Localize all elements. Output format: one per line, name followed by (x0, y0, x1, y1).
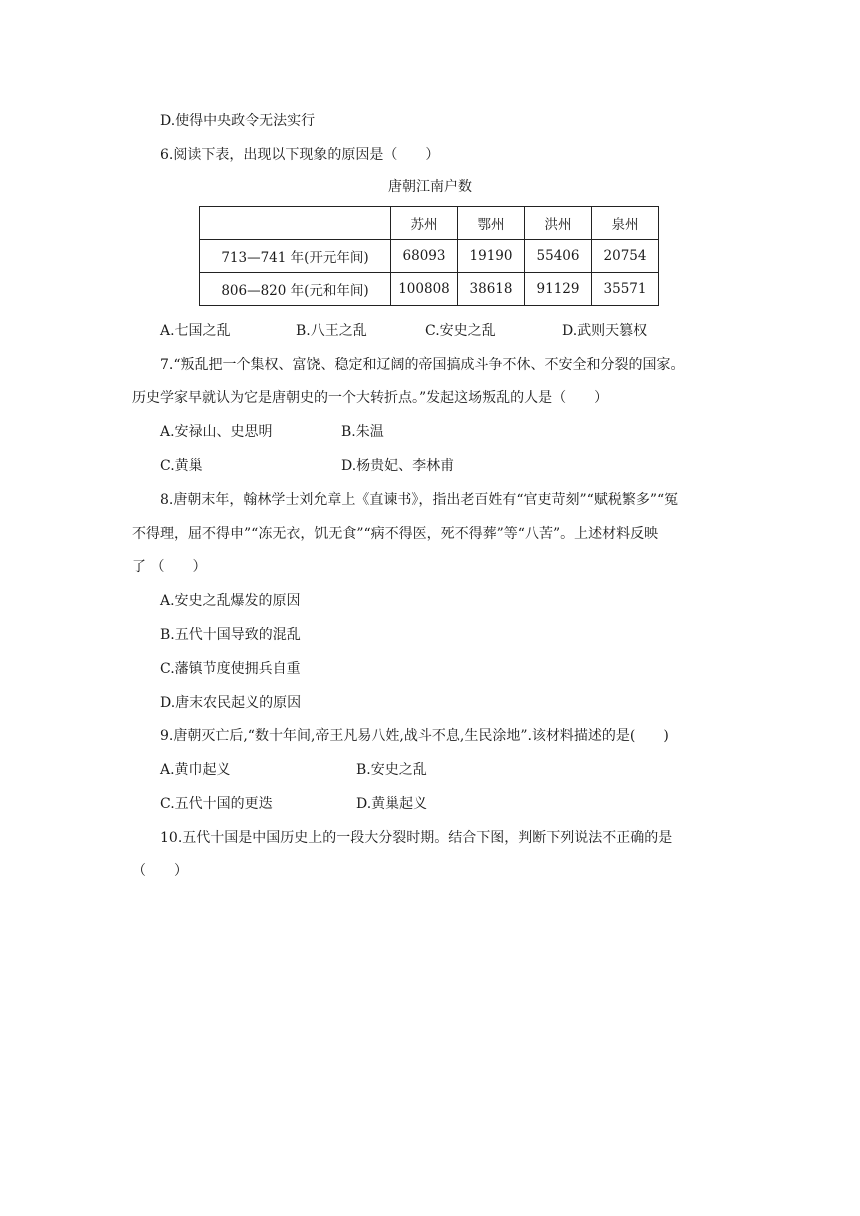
q6-option-b: B.八王之乱 (296, 323, 367, 339)
table-row (200, 273, 659, 306)
table-cell: 19190 (458, 240, 525, 273)
q9-option-a: A.黄巾起义 (160, 762, 231, 778)
q6-table-title: 唐朝江南户数 (388, 179, 472, 195)
q9-option-b: B.安史之乱 (356, 762, 427, 778)
table-row (200, 240, 659, 273)
q8-stem-line-2: 不得理，屈不得申”“冻无衣，饥无食”“病不得医，死不得葬”等“八苦”。上述材料反映 (132, 526, 659, 542)
q8-option-c: C.藩镇节度使拥兵自重 (160, 661, 301, 677)
q5-option-d: D.使得中央政令无法实行 (160, 113, 316, 129)
q8-option-b: B.五代十国导致的混乱 (160, 627, 301, 643)
q6-option-d: D.武则天篡权 (562, 323, 648, 339)
q7-option-b: B.朱温 (341, 424, 384, 440)
table-cell: 713—741 年(开元年间) (200, 240, 391, 273)
q10-stem-line-2: （ ） (132, 863, 188, 879)
q9-stem: 9.唐朝灭亡后,“数十年间,帝王凡易八姓,战斗不息,生民涂地”.该材料描述的是( ) (160, 728, 669, 744)
q8-stem-line-1: 8.唐朝末年，翰林学士刘允章上《直谏书》，指出老百姓有“官吏苛刻”“赋税繁多”“冤 (160, 492, 679, 508)
q7-stem-line-1: 7.“叛乱把一个集权、富饶、稳定和辽阔的帝国搞成斗争不休、不安全和分裂的国家。 (160, 357, 685, 373)
table-cell: 55406 (525, 240, 592, 273)
q6-option-c: C.安史之乱 (425, 323, 496, 339)
table-header-cell: 洪州 (525, 207, 592, 240)
q7-option-a: A.安禄山、史思明 (160, 424, 273, 440)
q7-stem-line-2: 历史学家早就认为它是唐朝史的一个大转折点。”发起这场叛乱的人是（ ） (132, 390, 609, 406)
q9-option-c: C.五代十国的更迭 (160, 796, 273, 812)
table-cell: 806—820 年(元和年间) (200, 273, 391, 306)
q8-stem-line-3: 了 （ ） (132, 559, 207, 575)
table-header-cell (200, 207, 391, 240)
table-cell: 35571 (592, 273, 659, 306)
q6-option-a: A.七国之乱 (160, 323, 231, 339)
q7-option-c: C.黄巢 (160, 458, 203, 474)
table-cell: 20754 (592, 240, 659, 273)
q7-option-d: D.杨贵妃、李林甫 (341, 458, 455, 474)
q9-option-d: D.黄巢起义 (356, 796, 428, 812)
table-cell: 68093 (391, 240, 458, 273)
table-header-cell: 泉州 (592, 207, 659, 240)
q6-stem: 6.阅读下表，出现以下现象的原因是（ ） (160, 147, 440, 163)
q8-option-d: D.唐末农民起义的原因 (160, 695, 302, 711)
table-header-row (200, 207, 659, 240)
households-table (199, 206, 659, 306)
table-header-cell: 苏州 (391, 207, 458, 240)
table-cell: 38618 (458, 273, 525, 306)
q10-stem-line-1: 10.五代十国是中国历史上的一段大分裂时期。结合下图，判断下列说法不正确的是 (160, 830, 673, 846)
table-cell: 91129 (525, 273, 592, 306)
q8-option-a: A.安史之乱爆发的原因 (160, 593, 301, 609)
table-header-cell: 鄂州 (458, 207, 525, 240)
table-cell: 100808 (391, 273, 458, 306)
